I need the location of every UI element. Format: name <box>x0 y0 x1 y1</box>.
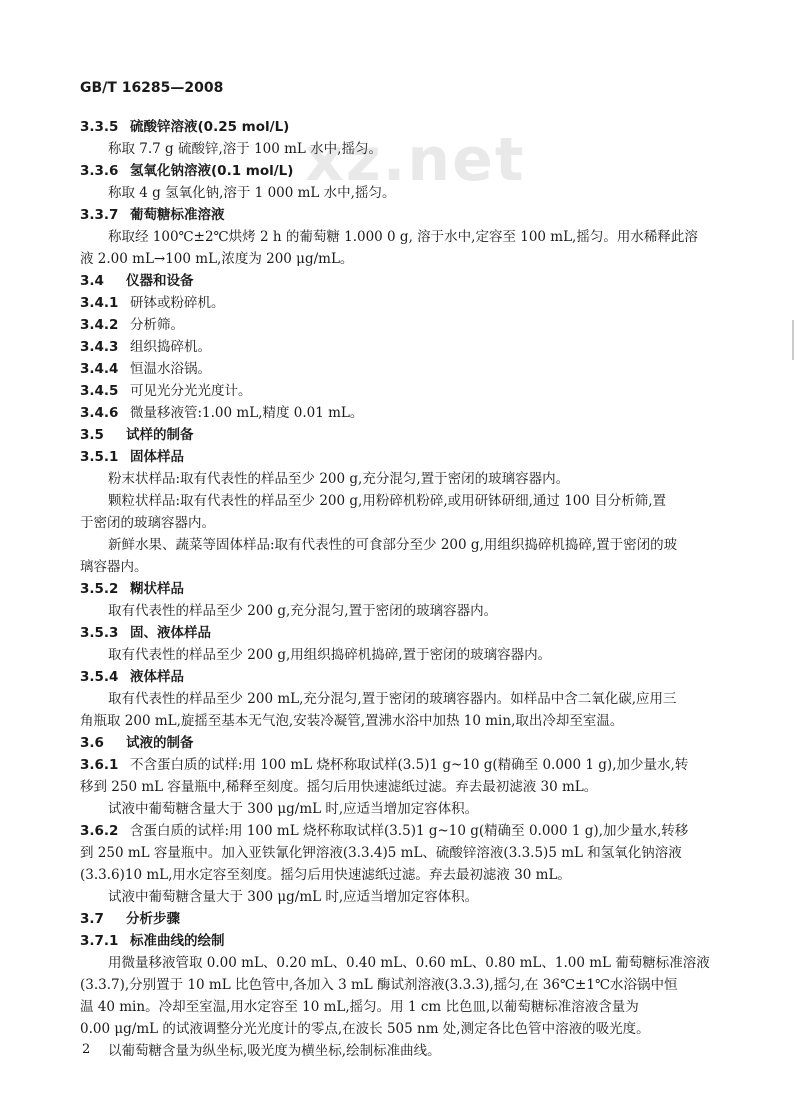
section-heading: 3.5.3 固、液体样品 <box>80 625 211 641</box>
section-heading: 3.7.1 标准曲线的绘制 <box>80 933 225 949</box>
paragraph-line: 试液中葡萄糖含量大于 300 μg/mL 时,应适当增加定容体积。 <box>108 889 479 905</box>
section-heading: 3.7 分析步骤 <box>80 911 180 927</box>
section-heading: 3.3.6 氢氧化钠溶液(0.1 mol/L) <box>80 163 294 179</box>
paragraph-line: 0.00 μg/mL 的试液调整分光光度计的零点,在波长 505 nm 处,测定各比色管中溶液的吸光度。 <box>80 1021 650 1037</box>
page-number: 2 <box>82 1042 91 1057</box>
list-item: 3.6.2 含蛋白质的试样:用 100 mL 烧杯称取试样(3.5)1 g~10 g(精确至 0.000 1 g),加少量水,转移 <box>80 823 689 839</box>
list-item: 3.4.5 可见光分光光度计。 <box>80 383 252 399</box>
list-item: 3.4.6 微量移液管:1.00 mL,精度 0.01 mL。 <box>80 405 364 421</box>
scan-edge-mark <box>792 320 794 360</box>
section-heading: 3.5 试样的制备 <box>80 427 194 443</box>
list-item: 3.4.4 恒温水浴锅。 <box>80 361 211 377</box>
section-heading: 3.5.4 液体样品 <box>80 669 184 685</box>
standard-code: GB/T 16285—2008 <box>80 80 224 96</box>
section-heading: 3.5.2 糊状样品 <box>80 581 184 597</box>
paragraph-line: 于密闭的玻璃容器内。 <box>80 515 215 531</box>
paragraph-line: 颗粒状样品:取有代表性的样品至少 200 g,用粉碎机粉碎,或用研钵研细,通过 100 目分析筛,置 <box>108 493 667 509</box>
paragraph-line: 称取经 100℃±2℃烘烤 2 h 的葡萄糖 1.000 0 g, 溶于水中,定容至 100 mL,摇匀。用水稀释此溶 <box>108 229 698 245</box>
paragraph-line: 试液中葡萄糖含量大于 300 μg/mL 时,应适当增加定容体积。 <box>108 801 479 817</box>
paragraph-line: 取有代表性的样品至少 200 g,充分混匀,置于密闭的玻璃容器内。 <box>108 603 498 619</box>
paragraph-line: (3.3.6)10 mL,用水定容至刻度。摇匀后用快速滤纸过滤。弃去最初滤液 30 mL。 <box>80 867 571 883</box>
paragraph-line: 用微量移液管取 0.00 mL、0.20 mL、0.40 mL、0.60 mL、0.80 mL、1.00 mL 葡萄糖标准溶液 <box>108 955 710 971</box>
paragraph-line: 新鲜水果、蔬菜等固体样品:取有代表性的可食部分至少 200 g,用组织捣碎机捣碎,置于密闭的玻 <box>108 537 678 553</box>
paragraph-line: 温 40 min。冷却至室温,用水定容至 10 mL,摇匀。用 1 cm 比色皿,以葡萄糖标准溶液含量为 <box>80 999 639 1015</box>
paragraph-line: 角瓶取 200 mL,旋摇至基本无气泡,安装冷凝管,置沸水浴中加热 10 min,取出冷却至室温。 <box>80 713 624 729</box>
list-item: 3.4.3 组织捣碎机。 <box>80 339 211 355</box>
paragraph-line: (3.3.7),分别置于 10 mL 比色管中,各加入 3 mL 酶试剂溶液(3.3.3),摇匀,在 36℃±1℃水浴锅中恒 <box>80 977 678 993</box>
paragraph-line: 移到 250 mL 容量瓶中,稀释至刻度。摇匀后用快速滤纸过滤。弃去最初滤液 30 mL。 <box>80 779 598 795</box>
paragraph-line: 称取 4 g 氢氧化钠,溶于 1 000 mL 水中,摇匀。 <box>108 185 396 201</box>
paragraph-line: 以葡萄糖含量为纵坐标,吸光度为横坐标,绘制标准曲线。 <box>108 1043 441 1059</box>
paragraph-line: 到 250 mL 容量瓶中。加入亚铁氰化钾溶液(3.3.4)5 mL、硫酸锌溶液(3.3.5)5 mL 和氢氧化钠溶液 <box>80 845 682 861</box>
section-heading: 3.4 仪器和设备 <box>80 273 194 289</box>
paragraph-line: 液 2.00 mL→100 mL,浓度为 200 μg/mL。 <box>80 251 354 267</box>
section-heading: 3.3.7 葡萄糖标准溶液 <box>80 207 225 223</box>
paragraph-line: 取有代表性的样品至少 200 g,用组织捣碎机捣碎,置于密闭的玻璃容器内。 <box>108 647 552 663</box>
document-body <box>80 117 730 1063</box>
section-heading: 3.3.5 硫酸锌溶液(0.25 mol/L) <box>80 119 290 135</box>
paragraph-line: 粉末状样品:取有代表性的样品至少 200 g,充分混匀,置于密闭的玻璃容器内。 <box>108 471 570 487</box>
list-item: 3.4.1 研钵或粉碎机。 <box>80 295 225 311</box>
paragraph-line: 称取 7.7 g 硫酸锌,溶于 100 mL 水中,摇匀。 <box>108 141 382 157</box>
paragraph-line: 取有代表性的样品至少 200 mL,充分混匀,置于密闭的玻璃容器内。如样品中含二氧化碳,应用三 <box>108 691 677 707</box>
paragraph-line: 璃容器内。 <box>80 559 148 575</box>
section-heading: 3.6 试液的制备 <box>80 735 194 751</box>
watermark: xz.net <box>305 125 526 195</box>
list-item: 3.6.1 不含蛋白质的试样:用 100 mL 烧杯称取试样(3.5)1 g~10 g(精确至 0.000 1 g),加少量水,转 <box>80 757 689 773</box>
list-item: 3.4.2 分析筛。 <box>80 317 184 333</box>
section-heading: 3.5.1 固体样品 <box>80 449 184 465</box>
